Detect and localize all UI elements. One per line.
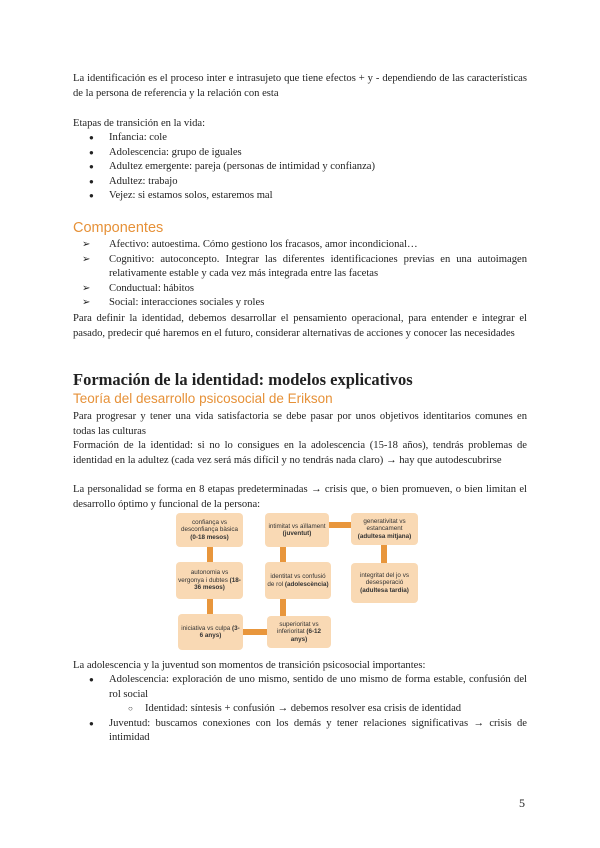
stage-age: (adolescència) [284, 580, 329, 588]
stage-box-trust [176, 513, 243, 547]
stage-age: (6-12 anys) [290, 628, 322, 643]
connector [280, 547, 286, 562]
list-item: ● Juventud: buscamos conexiones con los demás y tener relaciones significativas → crisis de intimidad [73, 717, 527, 746]
connector [381, 545, 387, 563]
connector [243, 629, 267, 635]
stage-label: confiança vs desconfiança bàsica [180, 518, 239, 534]
components-list [73, 238, 527, 311]
stage-box-identity [265, 562, 331, 599]
list-item: ● Infancia: cole [73, 131, 527, 146]
stage-box-intimacy [265, 513, 329, 547]
intro-paragraph: La identificación es el proceso inter e intrasujeto que tiene efectos + y - dependiendo de las características de la persona de referencia y la relación con esta [73, 73, 527, 99]
stage-age: (juventut) [282, 530, 312, 537]
components-heading: Componentes [73, 220, 164, 236]
connector [207, 546, 213, 562]
list-item: ● Adultez: trabajo [73, 175, 527, 190]
connector [280, 599, 286, 616]
transition-list [73, 673, 527, 746]
stages-title: Etapas de transición en la vida: [73, 118, 206, 129]
stage-label: iniciativa vs culpa [181, 624, 231, 632]
stage-age: (adultesa tardia) [360, 586, 409, 594]
erikson-heading: Teoría del desarrollo psicosocial de Erikson [73, 391, 333, 406]
stages-list [73, 131, 527, 204]
section-heading: Formación de la identidad: modelos explicativos [73, 370, 413, 389]
list-item: ● Adolescencia: grupo de iguales [73, 146, 527, 161]
stage-age: (0-18 mesos) [190, 533, 229, 541]
transition-paragraph: La adolescencia y la juventud son momentos de transición psicosocial importantes: [73, 660, 426, 671]
list-item: ● Adultez emergente: pareja (personas de intimidad y confianza) [73, 160, 527, 175]
erikson-stages-diagram [176, 510, 423, 653]
stage-box-initiative [178, 614, 243, 650]
stage-box-industry [267, 616, 331, 648]
stage-age: (3-6 anys) [199, 624, 240, 639]
stage-box-integrity [351, 563, 418, 603]
erikson-paragraph-1: Para progresar y tener una vida satisfactoria se debe pasar por unos objetivos identitarios comunes en todas las culturas [73, 411, 527, 437]
stage-age: (adultesa mitjana) [357, 532, 412, 540]
stage-label: generativitat vs estancament [363, 517, 406, 533]
erikson-paragraph-2: Formación de la identidad: si no lo consigues en la adolescencia (15-18 años), tendrás problemas de identidad en la adultez (cada vez será más difícil y no tendrás nada claro) → hay que autodescubrirse [73, 440, 527, 466]
page-number: 5 [519, 796, 525, 810]
stage-label: identitat vs confusió de rol [267, 573, 326, 588]
stage-label: integritat del jo vs desesperació [359, 571, 409, 587]
stage-label: superioritat vs inferioritat [276, 620, 319, 636]
list-item: ➢ Cognitivo: autoconcepto. Integrar las diferentes identificaciones previas en una autoimagen relativamente estable y cada vez más integrada entre las facetas [73, 253, 527, 282]
personality-paragraph: La personalidad se forma en 8 etapas predeterminadas → crisis que, o bien promueven, o bien limitan el desarrollo óptimo y funcional de la persona: [73, 484, 527, 510]
list-item: ○ Identidad: síntesis + confusión → debemos resolver esa crisis de identidad [73, 702, 527, 717]
connector [207, 599, 213, 614]
list-item: ➢ Social: interacciones sociales y roles [73, 296, 527, 311]
stage-label: intimitat vs aïllament [268, 522, 326, 530]
stage-box-autonomy [176, 562, 243, 599]
stage-age: (18-36 mesos) [194, 576, 241, 592]
list-item: ● Vejez: si estamos solos, estaremos mal [73, 189, 527, 204]
stage-box-generativity [351, 513, 418, 545]
list-item: ➢ Conductual: hábitos [73, 282, 527, 297]
list-item: ➢ Afectivo: autoestima. Cómo gestiono los fracasos, amor incondicional… [73, 238, 527, 253]
list-item: ● Adolescencia: exploración de uno mismo, sentido de uno mismo de forma estable, confusión del rol social [73, 673, 527, 702]
define-paragraph: Para definir la identidad, debemos desarrollar el pensamiento operacional, para entender e integrar el pasado, predecir qué haremos en el futuro, considerar alternativas de acciones y conocer las necesidades [73, 313, 527, 339]
stage-label: autonomia vs vergonya i dubtes [178, 569, 229, 584]
connector [329, 522, 351, 528]
